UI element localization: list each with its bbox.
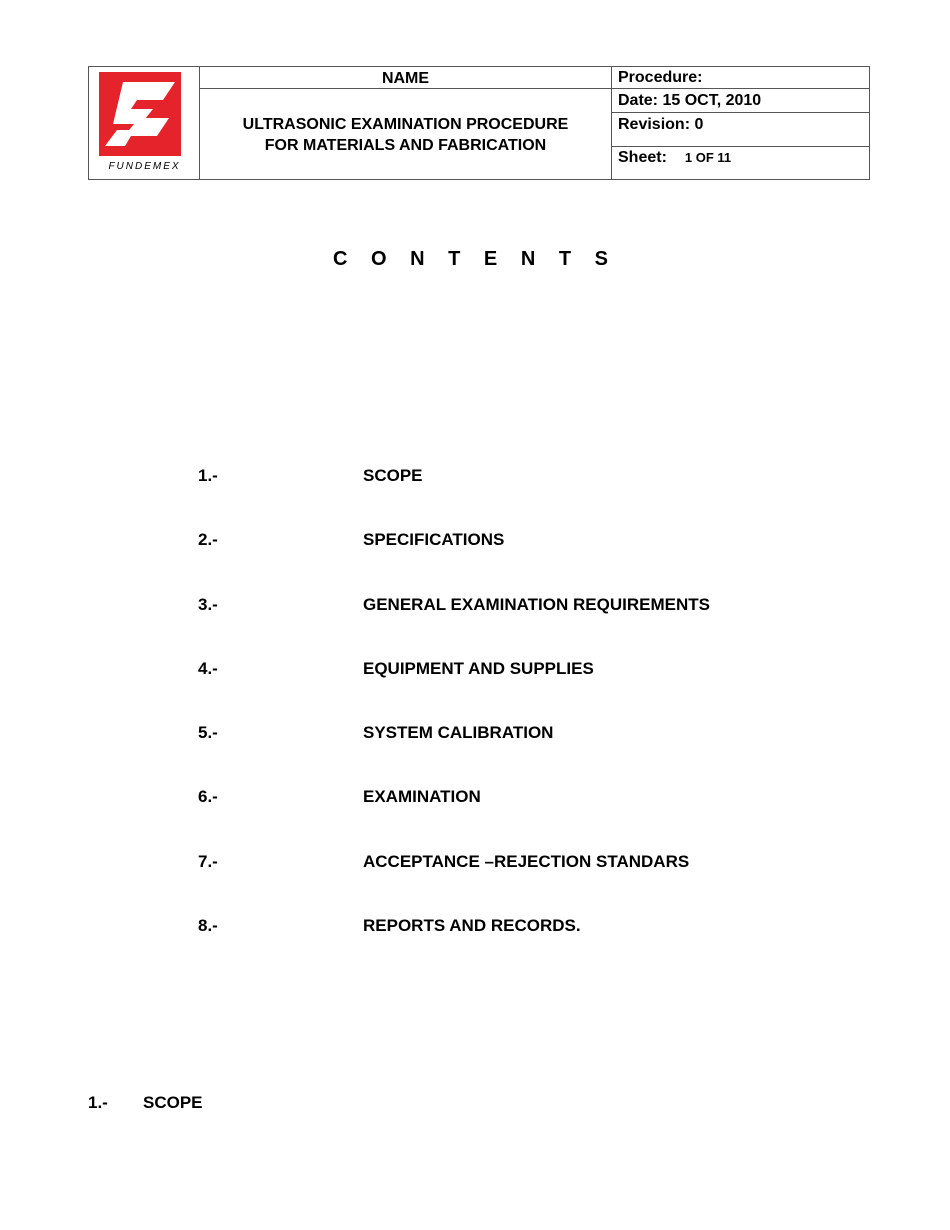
name-label: NAME xyxy=(200,67,612,89)
sheet-label: Sheet: xyxy=(618,149,667,166)
procedure-field: Procedure: xyxy=(612,67,870,89)
toc-item-label: REPORTS AND RECORDS. xyxy=(363,916,581,935)
document-title xyxy=(200,89,612,179)
toc-item-label: EQUIPMENT AND SUPPLIES xyxy=(363,659,594,678)
section-title: SCOPE xyxy=(143,1093,203,1112)
section-number: 1.- xyxy=(88,1093,108,1112)
document-title-line-2: FOR MATERIALS AND FABRICATION xyxy=(264,137,547,154)
sheet-value: 1 OF 11 xyxy=(684,150,732,165)
document-title-line-1: ULTRASONIC EXAMINATION PROCEDURE xyxy=(242,116,569,133)
toc-item-number: 5.- xyxy=(198,723,218,742)
toc-item-label: EXAMINATION xyxy=(363,787,481,806)
logo-wordmark: FUNDEMEX xyxy=(108,161,181,172)
date-field: Date: 15 OCT, 2010 xyxy=(612,89,870,113)
toc-item-number: 6.- xyxy=(198,787,218,806)
toc-item-label: ACCEPTANCE –REJECTION STANDARS xyxy=(363,852,690,871)
contents-title: C O N T E N T S xyxy=(333,248,617,270)
revision-field: Revision: 0 xyxy=(612,113,870,147)
sheet-field xyxy=(612,147,870,179)
toc-item-number: 4.- xyxy=(198,659,218,678)
toc-item-label: SPECIFICATIONS xyxy=(363,530,505,549)
toc-item-number: 7.- xyxy=(198,852,218,871)
toc-item-label: SYSTEM CALIBRATION xyxy=(363,723,554,742)
toc-item-number: 8.- xyxy=(198,916,218,935)
toc-item-label: GENERAL EXAMINATION REQUIREMENTS xyxy=(363,595,710,614)
toc-item-number: 1.- xyxy=(198,466,218,485)
toc-item-number: 2.- xyxy=(198,530,218,549)
toc-item-label: SCOPE xyxy=(363,466,423,485)
document-header-table xyxy=(88,66,870,180)
toc-item-number: 3.- xyxy=(198,595,218,614)
company-logo xyxy=(89,67,200,179)
fundemex-logo-icon xyxy=(99,72,181,156)
